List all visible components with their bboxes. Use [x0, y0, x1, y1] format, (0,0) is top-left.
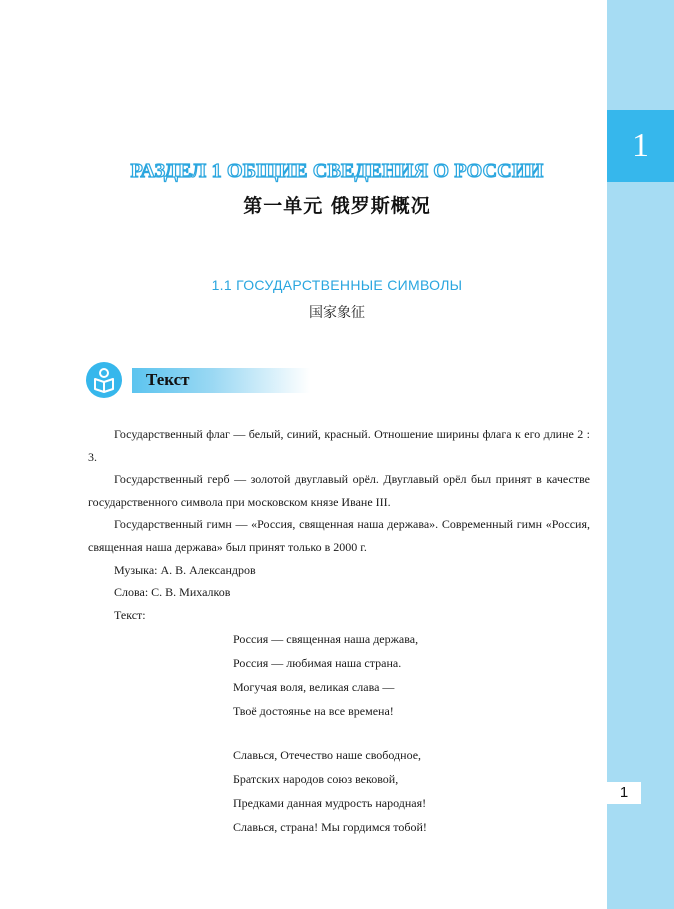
anthem-lyrics	[233, 627, 427, 859]
verse-line: Братских народов союз вековой,	[233, 772, 399, 786]
page-number: 1	[607, 782, 641, 804]
credit-text-label: Текст:	[114, 607, 146, 622]
verse-line: Славься, Отечество наше свободное,	[233, 748, 422, 762]
paragraph-flag: Государственный флаг — белый, синий, красный. Отношение ширины флага к его длине 2 : 3.	[88, 427, 590, 464]
verse-line: Могучая воля, великая слава —	[233, 680, 395, 694]
verse-line: Славься, страна! Мы гордимся тобой!	[233, 820, 427, 834]
verse-line: Предками данная мудрость народная!	[233, 796, 427, 810]
chapter-tab: 1	[607, 110, 674, 182]
verse-line: Россия — священная наша держава,	[233, 632, 419, 646]
verse-line: Твоё достоянье на все времена!	[233, 704, 394, 718]
text-header-label: Текст	[146, 370, 190, 389]
section-title-chinese: 国家象征	[309, 305, 365, 321]
text-section-header	[86, 362, 326, 400]
reading-person-icon	[86, 362, 122, 398]
verse-line: Россия — любимая наша страна.	[233, 656, 402, 670]
unit-title-chinese: 第一单元 俄罗斯概况	[243, 195, 431, 217]
credit-music: Музыка: А. В. Александров	[114, 562, 256, 577]
paragraph-anthem: Государственный гимн — «Россия, священная наша держава». Современный гимн «Россия, священная наша держава» был принят только в 2000 г.	[88, 517, 590, 554]
credit-lyrics: Слова: С. В. Михалков	[114, 585, 231, 600]
stanza	[233, 627, 427, 723]
section-title-russian: 1.1 ГОСУДАРСТВЕННЫЕ СИМВОЛЫ	[211, 277, 463, 293]
paragraph-coat-of-arms: Государственный герб — золотой двуглавый орёл. Двуглавый орёл был принят в качестве государственного символа при московском князе Иване III.	[88, 472, 590, 509]
unit-title-russian: РАЗДЕЛ 1 ОБЩИЕ СВЕДЕНИЯ О РОССИИ	[130, 160, 544, 182]
body-text	[88, 423, 590, 626]
stanza	[233, 743, 427, 839]
